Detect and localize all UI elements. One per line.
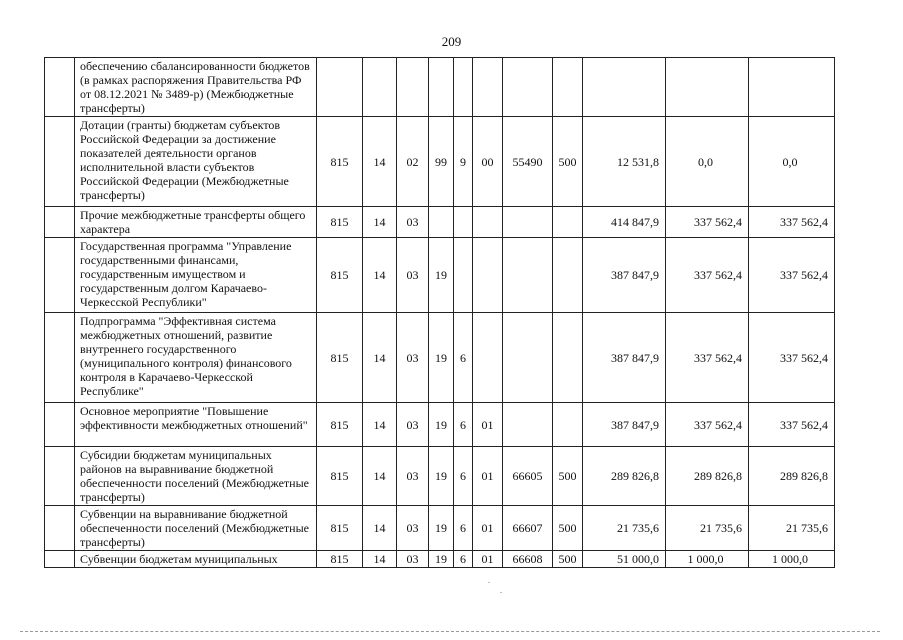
program-code	[429, 58, 454, 117]
sum-year-2: 337 562,4	[666, 403, 749, 447]
subprogram-code	[454, 58, 473, 117]
expense-type-code: 500	[553, 117, 583, 207]
grbs-code: 815	[317, 238, 363, 313]
blank-cell	[45, 58, 75, 117]
blank-cell	[45, 238, 75, 313]
expense-type-code: 500	[553, 447, 583, 506]
expense-type-code	[553, 403, 583, 447]
blank-cell	[45, 313, 75, 403]
sum-year-2: 0,0	[666, 117, 749, 207]
blank-cell	[45, 506, 75, 551]
budget-table	[44, 57, 835, 568]
program-code: 19	[429, 403, 454, 447]
sum-year-3	[749, 58, 835, 117]
direction-code	[503, 313, 553, 403]
program-code	[429, 207, 454, 238]
program-code: 19	[429, 506, 454, 551]
section-code: 14	[363, 551, 397, 568]
sum-year-1	[583, 58, 666, 117]
sum-year-3: 337 562,4	[749, 313, 835, 403]
activity-code	[473, 238, 503, 313]
table-row	[45, 551, 835, 568]
table-row	[45, 117, 835, 207]
subsection-code: 03	[397, 207, 429, 238]
subsection-code: 03	[397, 403, 429, 447]
grbs-code: 815	[317, 313, 363, 403]
direction-code	[503, 403, 553, 447]
section-code: 14	[363, 506, 397, 551]
sum-year-2: 21 735,6	[666, 506, 749, 551]
row-name: Дотации (гранты) бюджетам субъектов Российской Федерации за достижение показателей деятельности органов исполнительной власти субъектов Российской Федерации (Межбюджетные трансферты)	[75, 117, 317, 207]
activity-code: 01	[473, 506, 503, 551]
row-name: Прочие межбюджетные трансферты общего характера	[75, 207, 317, 238]
direction-code: 66607	[503, 506, 553, 551]
expense-type-code: 500	[553, 551, 583, 568]
expense-type-code	[553, 313, 583, 403]
subsection-code: 02	[397, 117, 429, 207]
sum-year-1: 21 735,6	[583, 506, 666, 551]
activity-code	[473, 58, 503, 117]
scan-speck	[488, 582, 490, 583]
sum-year-2: 1 000,0	[666, 551, 749, 568]
section-code: 14	[363, 447, 397, 506]
table-row	[45, 207, 835, 238]
sum-year-2: 337 562,4	[666, 207, 749, 238]
subprogram-code: 9	[454, 117, 473, 207]
sum-year-3: 0,0	[749, 117, 835, 207]
subsection-code: 03	[397, 238, 429, 313]
program-code: 19	[429, 238, 454, 313]
program-code: 19	[429, 551, 454, 568]
sum-year-1: 12 531,8	[583, 117, 666, 207]
table-row	[45, 403, 835, 447]
table-row	[45, 447, 835, 506]
row-name: Государственная программа "Управление государственными финансами, государственным имуществом и государственным долгом Карачаево-Черкесской Республики"	[75, 238, 317, 313]
grbs-code: 815	[317, 551, 363, 568]
blank-cell	[45, 403, 75, 447]
sum-year-3: 337 562,4	[749, 207, 835, 238]
expense-type-code	[553, 58, 583, 117]
sum-year-2	[666, 58, 749, 117]
subprogram-code: 6	[454, 313, 473, 403]
blank-cell	[45, 551, 75, 568]
sum-year-2: 289 826,8	[666, 447, 749, 506]
scan-edge-line	[20, 631, 880, 632]
grbs-code: 815	[317, 117, 363, 207]
row-name: обеспечению сбалансированности бюджетов (в рамках распоряжения Правительства РФ от 08.12.2021 № 3489-р) (Межбюджетные трансферты)	[75, 58, 317, 117]
subsection-code: 03	[397, 447, 429, 506]
section-code: 14	[363, 207, 397, 238]
subsection-code: 03	[397, 313, 429, 403]
sum-year-1: 387 847,9	[583, 403, 666, 447]
expense-type-code	[553, 238, 583, 313]
table-row	[45, 506, 835, 551]
row-name: Основное мероприятие "Повышение эффективности межбюджетных отношений"	[75, 403, 317, 447]
row-name: Субвенции на выравнивание бюджетной обеспеченности поселений (Межбюджетные трансферты)	[75, 506, 317, 551]
row-name: Субсидии бюджетам муниципальных районов на выравнивание бюджетной обеспеченности поселений (Межбюджетные трансферты)	[75, 447, 317, 506]
subprogram-code	[454, 238, 473, 313]
program-code: 19	[429, 447, 454, 506]
table-row	[45, 313, 835, 403]
activity-code: 01	[473, 403, 503, 447]
subsection-code: 03	[397, 506, 429, 551]
sum-year-1: 289 826,8	[583, 447, 666, 506]
table-row	[45, 238, 835, 313]
scan-speck	[500, 592, 502, 593]
section-code: 14	[363, 238, 397, 313]
expense-type-code: 500	[553, 506, 583, 551]
direction-code: 66608	[503, 551, 553, 568]
subprogram-code: 6	[454, 551, 473, 568]
program-code: 99	[429, 117, 454, 207]
direction-code	[503, 238, 553, 313]
sum-year-2: 337 562,4	[666, 238, 749, 313]
direction-code: 55490	[503, 117, 553, 207]
activity-code: 00	[473, 117, 503, 207]
direction-code	[503, 207, 553, 238]
grbs-code: 815	[317, 403, 363, 447]
grbs-code: 815	[317, 447, 363, 506]
sum-year-3: 1 000,0	[749, 551, 835, 568]
expense-type-code	[553, 207, 583, 238]
subprogram-code: 6	[454, 403, 473, 447]
sum-year-3: 21 735,6	[749, 506, 835, 551]
blank-cell	[45, 207, 75, 238]
subsection-code: 03	[397, 551, 429, 568]
activity-code	[473, 313, 503, 403]
table-row	[45, 58, 835, 117]
subprogram-code: 6	[454, 447, 473, 506]
section-code: 14	[363, 313, 397, 403]
activity-code	[473, 207, 503, 238]
row-name: Подпрограмма "Эффективная система межбюджетных отношений, развитие внутреннего государственного (муниципального контроля) финансового контроля в Карачаево-Черкесской Республике"	[75, 313, 317, 403]
sum-year-3: 337 562,4	[749, 238, 835, 313]
blank-cell	[45, 447, 75, 506]
sum-year-1: 387 847,9	[583, 238, 666, 313]
program-code: 19	[429, 313, 454, 403]
section-code	[363, 58, 397, 117]
grbs-code: 815	[317, 506, 363, 551]
page-number: 209	[441, 34, 462, 49]
activity-code: 01	[473, 551, 503, 568]
activity-code: 01	[473, 447, 503, 506]
blank-cell	[45, 117, 75, 207]
section-code: 14	[363, 403, 397, 447]
section-code: 14	[363, 117, 397, 207]
direction-code: 66605	[503, 447, 553, 506]
sum-year-1: 51 000,0	[583, 551, 666, 568]
sum-year-1: 387 847,9	[583, 313, 666, 403]
sum-year-2: 337 562,4	[666, 313, 749, 403]
subprogram-code	[454, 207, 473, 238]
sum-year-3: 289 826,8	[749, 447, 835, 506]
subsection-code	[397, 58, 429, 117]
sum-year-3: 337 562,4	[749, 403, 835, 447]
row-name: Субвенции бюджетам муниципальных	[75, 551, 317, 568]
direction-code	[503, 58, 553, 117]
sum-year-1: 414 847,9	[583, 207, 666, 238]
grbs-code	[317, 58, 363, 117]
grbs-code: 815	[317, 207, 363, 238]
subprogram-code: 6	[454, 506, 473, 551]
